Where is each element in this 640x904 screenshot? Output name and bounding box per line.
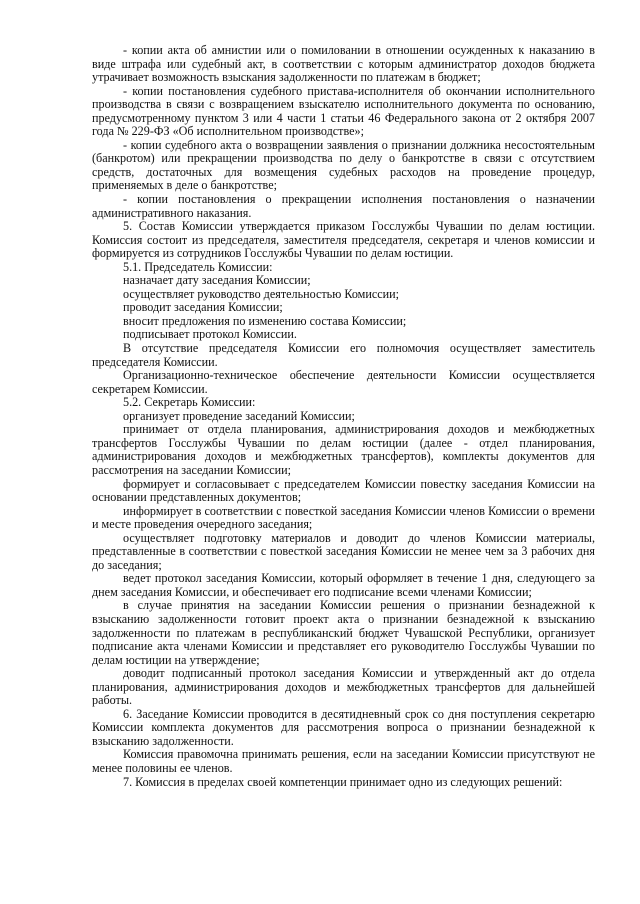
document-page [92, 44, 595, 789]
paragraph: вносит предложения по изменению состава Комиссии; [123, 313, 407, 328]
paragraph: осуществляет руководство деятельностью Комиссии; [123, 286, 399, 301]
paragraph: В отсутствие председателя Комиссии его полномочия осуществляет заместитель председателя Комиссии. [92, 341, 595, 369]
paragraph: 6. Заседание Комиссии проводится в десятидневный срок со дня поступления секретарю Комиссии комплекта документов для рассмотрения вопроса о признании безнадежной к взысканию задолженности. [92, 706, 595, 748]
paragraph: в случае принятия на заседании Комиссии решения о признании безнадежной к взысканию задолженности готовит проект акта о признании безнадежной к взысканию задолженности по платежам в республиканский бюджет Чувашской Республики, организует подписание акта членами Комиссии и представляет его руководителю Госслужбы Чувашии по делам юстиции на утверждение; [92, 598, 595, 667]
paragraph: - копии постановления судебного пристава-исполнителя об окончании исполнительного производства в связи с возвращением взыскателю исполнительного документа по основанию, предусмотренному пунктом 3 или 4 части 1 статьи 46 Федерального закона от 2 октября 2007 года № 229-ФЗ «Об исполнительном производстве»; [92, 83, 595, 139]
paragraph: 5.2. Секретарь Комиссии: [123, 395, 256, 410]
paragraph: осуществляет подготовку материалов и доводит до членов Комиссии материалы, представленные в соответствии с повесткой заседания Комиссии не менее чем за 3 рабочих дня до заседания; [92, 530, 595, 572]
paragraph: 5. Состав Комиссии утверждается приказом Госслужбы Чувашии по делам юстиции. Комиссия состоит из председателя, заместителя председателя, секретаря и членов комиссии и формируется из сотрудников Госслужбы Чувашии по делам юстиции. [92, 219, 595, 261]
paragraph: подписывает протокол Комиссии. [123, 327, 297, 342]
paragraph: формирует и согласовывает с председателем Комиссии повестку заседания Комиссии на основании представленных документов; [92, 476, 595, 505]
paragraph: - копии акта об амнистии или о помиловании в отношении осужденных к наказанию в виде штрафа или судебный акт, в соответствии с которым администратор доходов бюджета утрачивает возможность взыскания задолженности по платежам в бюджет; [92, 43, 595, 85]
paragraph: Комиссия правомочна принимать решения, если на заседании Комиссии присутствуют не менее половины ее членов. [92, 747, 595, 775]
paragraph: - копии судебного акта о возвращении заявления о признании должника несостоятельным (банкротом) или прекращении производства по делу о банкротстве в связи с отсутствием средств, достаточных для возмещения судебных расходов на проведение процедур, применяемых в деле о банкротстве; [92, 137, 595, 193]
paragraph: 7. Комиссия в пределах своей компетенции принимает одно из следующих решений: [123, 774, 563, 789]
paragraph: назначает дату заседания Комиссии; [123, 273, 311, 288]
paragraph: принимает от отдела планирования, администрирования доходов и межбюджетных трансфертов Госслужбы Чувашии по делам юстиции (далее - отдел планирования, администрирования доходов и межбюджетных трансфертов), комплекты документов для рассмотрения на заседании Комиссии; [92, 422, 595, 477]
paragraph: 5.1. Председатель Комиссии: [123, 259, 273, 274]
paragraph: организует проведение заседаний Комиссии; [123, 408, 355, 423]
paragraph: проводит заседания Комиссии; [123, 300, 283, 315]
paragraph: - копии постановления о прекращении исполнения постановления о назначении административного наказания. [92, 192, 595, 220]
paragraph: информирует в соответствии с повесткой заседания Комиссии членов Комиссии о времени и месте проведения очередного заседания; [92, 503, 595, 532]
paragraph: Организационно-техническое обеспечение деятельности Комиссии осуществляется секретарем Комиссии. [92, 368, 595, 396]
paragraph: ведет протокол заседания Комиссии, который оформляет в течение 1 дня, следующего за днем заседания Комиссии, и обеспечивает его подписание всеми членами Комиссии; [92, 571, 595, 599]
paragraph: доводит подписанный протокол заседания Комиссии и утвержденный акт до отдела планирования, администрирования доходов и межбюджетных трансфертов для дальнейшей работы. [92, 666, 595, 708]
